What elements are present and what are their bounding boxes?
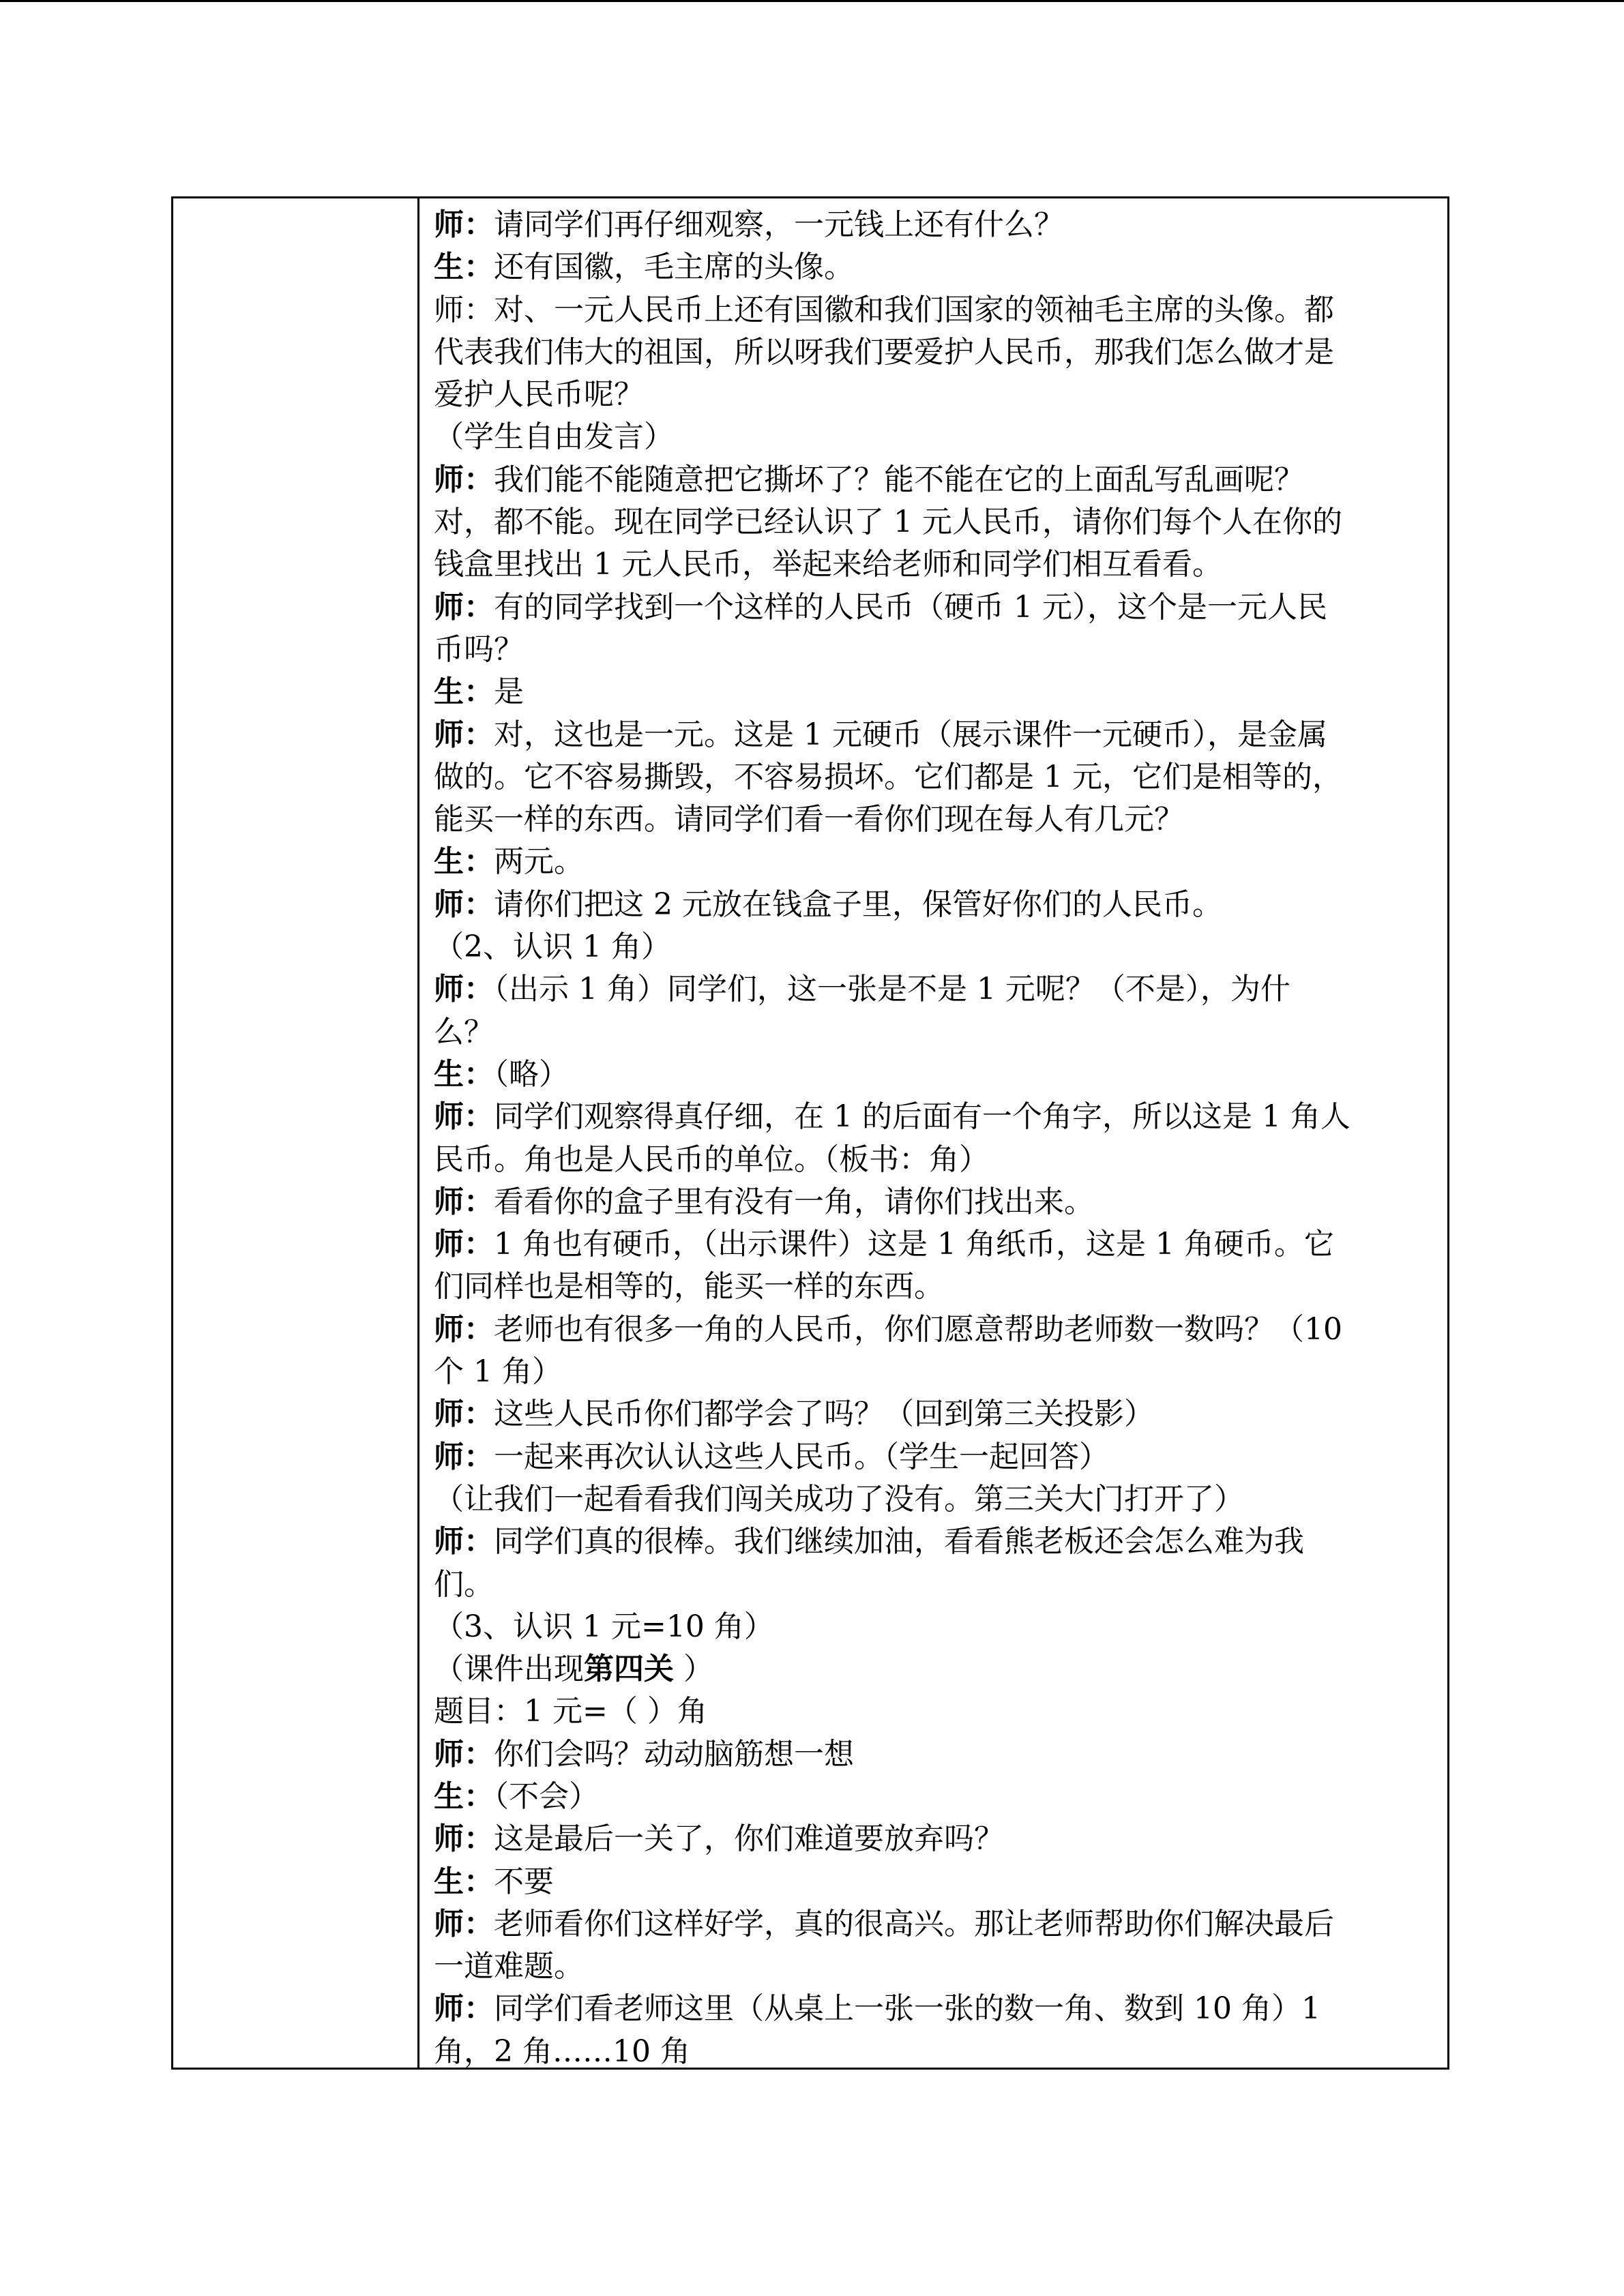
dialogue-line <box>434 1606 1430 1648</box>
dialogue-text: 么？ <box>434 1014 494 1049</box>
dialogue-text: 钱盒里找出 1 元人民币，举起来给老师和同学们相互看看。 <box>434 547 1222 582</box>
dialogue-text: 能买一样的东西。请同学们看一看你们现在每人有几元？ <box>434 802 1184 837</box>
dialogue-line <box>434 926 1430 968</box>
bold-emphasis: 第四关 <box>584 1652 674 1687</box>
dialogue-line <box>434 1139 1430 1181</box>
speaker-label: 师： <box>434 207 494 242</box>
dialogue-line <box>434 586 1430 629</box>
dialogue-text: 民币。角也是人民币的单位。（板书：角） <box>434 1142 989 1177</box>
dialogue-text: 角，2 角……10 角 <box>434 2033 690 2069</box>
speaker-label: 师： <box>434 1227 494 1262</box>
dialogue-text: 两元。 <box>494 844 584 880</box>
dialogue-text: （学生自由发言） <box>434 419 674 455</box>
dialogue-line <box>434 1309 1430 1351</box>
speaker-label: 师： <box>434 1991 494 2027</box>
dialogue-line <box>434 968 1430 1011</box>
page-top-rule <box>0 0 1624 2</box>
dialogue-text: 对，这也是一元。这是 1 元硬币（展示课件一元硬币），是金属 <box>494 717 1327 752</box>
dialogue-line <box>434 799 1430 841</box>
dialogue-text: 还有国徽，毛主席的头像。 <box>494 250 854 285</box>
dialogue-line <box>434 629 1430 671</box>
dialogue-line <box>434 501 1430 543</box>
dialogue-text: （3、认识 1 元=10 角） <box>434 1609 774 1644</box>
dialogue-text: 这些人民币你们都学会了吗？（回到第三关投影） <box>494 1397 1154 1432</box>
speaker-label: 生： <box>434 674 494 710</box>
speaker-label: 师： <box>434 462 494 497</box>
dialogue-line <box>434 1733 1430 1776</box>
dialogue-text: 1 角也有硬币，（出示课件）这是 1 角纸币，这是 1 角硬币。它 <box>494 1227 1334 1262</box>
dialogue-text: 请你们把这 2 元放在钱盒子里，保管好你们的人民币。 <box>494 886 1222 922</box>
dialogue-line <box>434 714 1430 756</box>
dialogue-text: 同学们观察得真仔细，在 1 的后面有一个角字，所以这是 1 角人 <box>494 1099 1350 1135</box>
dialogue-text: 看看你的盒子里有没有一角，请你们找出来。 <box>494 1184 1094 1219</box>
dialogue-text: 同学们真的很棒。我们继续加油，看看熊老板还会怎么难为我 <box>494 1524 1304 1560</box>
speaker-label: 师： <box>434 1736 494 1772</box>
dialogue-text: 对，都不能。现在同学已经认识了 1 元人民币，请你们每个人在你的 <box>434 505 1342 540</box>
speaker-label: 师： <box>434 972 494 1007</box>
dialogue-text: 老师也有很多一角的人民币，你们愿意帮助老师数一数吗？（10 <box>494 1311 1342 1347</box>
dialogue-text: 有的同学找到一个这样的人民币（硬币 1 元），这个是一元人民 <box>494 589 1327 625</box>
dialogue-line <box>434 289 1430 331</box>
dialogue-line <box>434 1521 1430 1563</box>
dialogue-line <box>434 416 1430 458</box>
dialogue-line <box>434 756 1430 799</box>
dialogue-text: 们同样也是相等的，能买一样的东西。 <box>434 1269 944 1304</box>
dialogue-line <box>434 1945 1430 1988</box>
dialogue-text: （不会） <box>494 1778 599 1814</box>
dialogue-text: （让我们一起看看我们闯关成功了没有。第三关大门打开了） <box>434 1481 1244 1517</box>
dialogue-line <box>434 374 1430 416</box>
dialogue-line <box>434 671 1430 713</box>
speaker-label: 师： <box>434 1184 494 1219</box>
speaker-label: 师： <box>434 292 494 327</box>
dialogue-line <box>434 331 1430 374</box>
dialogue-text: 爱护人民币呢？ <box>434 377 644 413</box>
dialogue-text: 一起来再次认认这些人民币。（学生一起回答） <box>494 1439 1109 1474</box>
dialogue-line <box>434 1266 1430 1308</box>
dialogue-text: 请同学们再仔细观察，一元钱上还有什么？ <box>494 207 1064 242</box>
dialogue-line <box>434 459 1430 501</box>
lesson-table <box>171 196 1449 2070</box>
dialogue-line <box>434 1351 1430 1393</box>
dialogue-text: （略） <box>494 1056 569 1092</box>
dialogue-line <box>434 1011 1430 1054</box>
dialogue-text: 一道难题。 <box>434 1949 584 1984</box>
dialogue-text: 对、一元人民币上还有国徽和我们国家的领袖毛主席的头像。都 <box>494 292 1334 327</box>
dialogue-text: 我们能不能随意把它撕坏了？能不能在它的上面乱写乱画呢？ <box>494 462 1304 497</box>
dialogue-text: 们。 <box>434 1566 494 1602</box>
speaker-label: 师： <box>434 1397 494 1432</box>
dialogue-line <box>434 1478 1430 1521</box>
dialogue-text: 这是最后一关了，你们难道要放弃吗？ <box>494 1821 1004 1857</box>
dialogue-line <box>434 1223 1430 1266</box>
speaker-label: 师： <box>434 1906 494 1941</box>
dialogue-text: 老师看你们这样好学，真的很高兴。那让老师帮助你们解决最后 <box>494 1906 1334 1941</box>
dialogue-line <box>434 841 1430 883</box>
dialogue-line <box>434 1436 1430 1478</box>
dialogue-text: （2、认识 1 角） <box>434 929 671 965</box>
column-divider <box>417 198 419 2068</box>
dialogue-text: 题目：1 元=（ ）角 <box>434 1694 707 1729</box>
speaker-label: 生： <box>434 1864 494 1899</box>
speaker-label: 师： <box>434 1821 494 1857</box>
speaker-label: 师： <box>434 717 494 752</box>
speaker-label: 师： <box>434 886 494 922</box>
dialogue-text: 同学们看老师这里（从桌上一张一张的数一角、数到 10 角）1 <box>494 1991 1320 2027</box>
lesson-dialogue <box>434 204 1430 2073</box>
dialogue-text: 是 <box>494 674 524 710</box>
dialogue-line <box>434 204 1430 246</box>
dialogue-line <box>434 543 1430 586</box>
dialogue-line <box>434 1861 1430 1903</box>
dialogue-line <box>434 1393 1430 1435</box>
dialogue-line <box>434 1564 1430 1606</box>
dialogue-text: 做的。它不容易撕毁，不容易损坏。它们都是 1 元，它们是相等的， <box>434 759 1342 794</box>
dialogue-line <box>434 1690 1430 1733</box>
dialogue-text: 个 1 角） <box>434 1354 562 1390</box>
speaker-label: 生： <box>434 1056 494 1092</box>
dialogue-text: 不要 <box>494 1864 554 1899</box>
dialogue-line <box>434 1181 1430 1223</box>
speaker-label: 师： <box>434 1439 494 1474</box>
dialogue-line <box>434 1818 1430 1860</box>
dialogue-text: （课件出现 <box>434 1652 584 1687</box>
speaker-label: 师： <box>434 1524 494 1560</box>
dialogue-line <box>434 884 1430 926</box>
speaker-label: 生： <box>434 250 494 285</box>
dialogue-line <box>434 246 1430 288</box>
dialogue-text: 代表我们伟大的祖国，所以呀我们要爱护人民币，那我们怎么做才是 <box>434 334 1334 370</box>
dialogue-text: 你们会吗？动动脑筋想一想 <box>494 1736 854 1772</box>
speaker-label: 生： <box>434 844 494 880</box>
speaker-label: 师： <box>434 1099 494 1135</box>
dialogue-line <box>434 1776 1430 1818</box>
dialogue-text: （出示 1 角）同学们，这一张是不是 1 元呢？（不是），为什 <box>494 972 1290 1007</box>
dialogue-line <box>434 2031 1430 2073</box>
dialogue-text-tail: ） <box>674 1652 713 1687</box>
dialogue-line <box>434 1988 1430 2030</box>
dialogue-line <box>434 1648 1430 1690</box>
speaker-label: 师： <box>434 1311 494 1347</box>
speaker-label: 生： <box>434 1778 494 1814</box>
dialogue-line <box>434 1903 1430 1945</box>
dialogue-line <box>434 1096 1430 1138</box>
speaker-label: 师： <box>434 589 494 625</box>
dialogue-line <box>434 1054 1430 1096</box>
dialogue-text: 币吗？ <box>434 631 524 667</box>
